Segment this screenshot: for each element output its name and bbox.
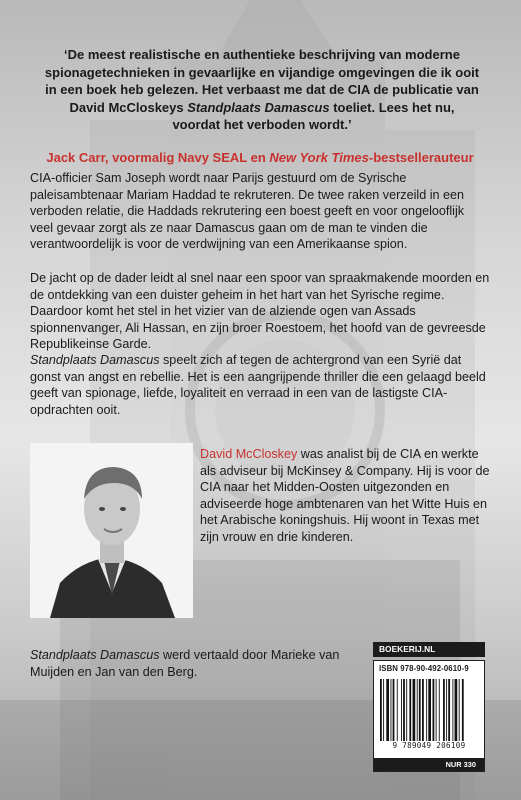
translator-credit <box>30 647 350 680</box>
author-portrait-icon <box>30 443 193 618</box>
blurb-paragraph-2: De jacht op de dader leidt al snel naar een spoor van spraakmakende moorden en de ontdekking van een duister geheim in het hart van het Syrische regime. Daardoor komt het stel in het vizier van de alziende ogen van Assads spionnenvanger, Ali Hassan, en zijn broer Roestoem, het hoofd van de gevreesde Republikeinse Garde. <box>30 271 490 352</box>
blurb-book-title: Standplaats Damascus <box>30 353 160 367</box>
attribution-start: Jack Carr, voormalig Navy SEAL en <box>46 150 270 165</box>
quote-text: ‘De meest realistische en authentieke beschrijving van moderne spionagetechnieken in gevaarlijke en vijandige omgevingen die ik ooit in een boek heb gelezen. Het verbaast me dat de CIA de publicatie van David McCloskeys <box>44 47 480 115</box>
author-photo <box>30 443 193 618</box>
translator-book-title: Standplaats Damascus <box>30 648 160 662</box>
isbn-label: ISBN 978-90-492-0610-9 <box>379 664 469 673</box>
translator-text: werd vertaald door Marieke van Muijden en Jan van den Berg. <box>30 648 340 679</box>
nur-code: NUR 330 <box>374 758 484 771</box>
endorsement-quote <box>44 46 480 134</box>
quote-attribution <box>30 150 490 165</box>
author-bio-text: was analist bij de CIA en werkte als adviseur bij McKinsey & Company. Hij is voor de CIA naar het Midden-Oosten uitgezonden en adviseerde hoge ambtenaren van het Witte Huis en het Arabische koningshuis. Hij woont in Texas met zijn vrouw en drie kinderen. <box>200 447 490 544</box>
blurb-paragraph-1: CIA-officier Sam Joseph wordt naar Parijs gestuurd om de Syrische paleisambtenaar Mariam Haddad te rekruteren. De twee raken verzeild in een verboden relatie, die Haddads rekrutering een boest geeft en voor ongelooflijk veel gevaar zorgt als ze naar Damascus gaan om de man te vinden die verantwoordelijk is voor de verdwijning van een Amerikaanse spion. <box>30 171 465 252</box>
publisher-tag: BOEKERIJ.NL <box>373 642 485 657</box>
quote-text-end: toeliet. Lees het nu, voordat het verboden wordt.’ <box>172 99 455 133</box>
attribution-end: -bestsellerauteur <box>368 150 474 165</box>
isbn-barcode-box <box>373 660 485 772</box>
quote-book-title: Standplaats Damascus <box>187 99 330 115</box>
attribution-italic: New York Times <box>269 150 369 165</box>
author-bio <box>200 446 492 546</box>
barcode-icon <box>380 679 478 741</box>
blurb-paragraph-3-text: speelt zich af tegen de achtergrond van een Syrië dat gonst van angst en rebellie. Het is een aangrijpende thriller die een gelaagd beeld geeft van spionage, liefde, loyaliteit en verraad in een van de lastigste CIA-opdrachten ooit. <box>30 353 486 417</box>
blurb-paragraph-3 <box>30 352 490 418</box>
author-name: David McCloskey <box>200 447 298 461</box>
barcode-digits: 9 789049 206109 <box>392 741 466 750</box>
